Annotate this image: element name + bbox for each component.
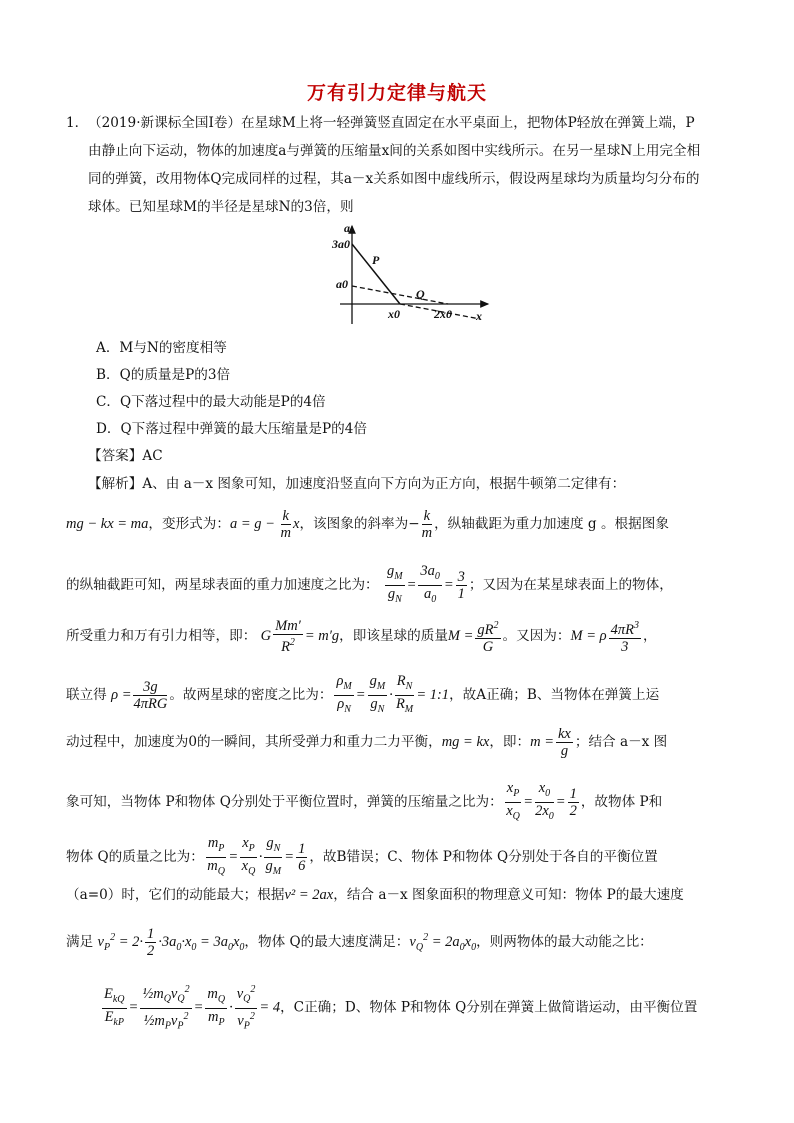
fraction-mP-mQ: $\frac{m_P}{m_Q}$ xyxy=(207,835,225,877)
option-b: B．Q的质量是P的3倍 xyxy=(96,367,231,383)
equation-newton: mg − kx = ma xyxy=(66,516,149,532)
tick-label-3a0: 3a0 xyxy=(332,237,350,251)
fraction-3a0-a0: $\frac{3a_0}{a_0}$ xyxy=(420,563,440,605)
question-line-1: （2019·新课标全国Ⅰ卷）在星球M上将一轻弹簧竖直固定在水平桌面上，把物体P轻放在弹簧上端，P xyxy=(88,115,695,131)
fraction-r-ratio: $\frac{R_N}{R_M}$ xyxy=(395,673,414,715)
tick-label-2x0: 2x0 xyxy=(434,307,452,321)
option-c: C．Q下落过程中的最大动能是P的4倍 xyxy=(96,394,326,410)
page-title: 万有引力定律与航天 xyxy=(306,82,487,104)
fraction-gN-gM: $\frac{g_N}{g_M}$ xyxy=(265,835,282,877)
a-x-graph xyxy=(330,220,500,330)
tick-label-a0: a0 xyxy=(336,277,348,291)
fraction-gM-gN: $\frac{g_M}{g_N}$ xyxy=(386,563,403,605)
analysis-line-9: （a=0）时，它们的动能最大；根据v² = 2ax，结合 a－x 图象面积的物理意义可知：物体 P的最大速度 xyxy=(66,887,684,903)
answer-line: 【答案】AC xyxy=(88,448,163,464)
analysis-line-7: 象可知，当物体 P和物体 Q分别处于平衡位置时，弹簧的压缩量之比为： $\frac{x_P}{x_Q}$ = $\frac{x_0}{2x_0}$ = $\frac{1}{2}$ ，故物体 P和 xyxy=(66,780,662,825)
fraction-ek-ratio: $\frac{E_{kQ}}{E_{kP}}$ xyxy=(104,985,125,1028)
axis-label-x: x xyxy=(476,309,482,323)
label-p: P xyxy=(372,253,380,267)
question-line-3: 同的弹簧，改用物体Q完成同样的过程，其a－x关系如图中虚线所示，假设两星球均为质量均匀分布的 xyxy=(88,171,700,187)
fraction-xP-xQ: $\frac{x_P}{x_Q}$ xyxy=(506,780,520,822)
analysis-line-6: 动过程中，加速度为0的一瞬间，其所受弹力和重力二力平衡，mg = kx，即：m = $\frac{kx}{g}$ ；结合 a－x 图 xyxy=(66,726,668,759)
fraction-k-over-m-2: $\frac{k}{m}$ xyxy=(421,508,433,541)
fraction-density: $\frac{3g}{\text{4πRG}}$ xyxy=(133,678,168,712)
fraction-1-6: $\frac{1}{6}$ xyxy=(298,840,306,874)
analysis-line-10: 满足 $v_P^2 = 2\cdot$ $\frac{1}{2}$ $\cdot 3a_0\cdot x_0 = 3a_0x_0$，物体 Q的最大速度满足：$v_Q^2 = 2a_0x_0$，则两物体的最大动能之比： xyxy=(66,926,653,959)
fraction-3-1: $\frac{3}{1}$ xyxy=(457,568,465,602)
fraction-rho: $\frac{\rho_M}{\rho_N}$ xyxy=(336,673,352,715)
fraction-volume: $\frac{4\pi R^3}{3}$ xyxy=(610,620,639,655)
analysis-line-3: 的纵轴截距可知，两星球表面的重力加速度之比为： $\frac{g_M}{g_N}$ = $\frac{3a_0}{a_0}$ = $\frac{3}{1}$ ；又因为在某星球表面上的物体， xyxy=(66,563,673,608)
analysis-line-8: 物体 Q的质量之比为： $\frac{m_P}{m_Q}$ = $\frac{x_P}{x_Q}$ · $\frac{g_N}{g_M}$ = $\frac{1}{6}$ ，故B错误；C、物体 P和物体 Q分别处于各自的平衡位置 xyxy=(66,835,658,880)
fraction-kx-g: $\frac{kx}{g}$ xyxy=(558,726,571,759)
fraction-gravitation: $\frac{Mm'}{R^2}$ xyxy=(275,618,301,655)
analysis-line-5: 联立得 ρ = $\frac{3g}{\text{4πRG}}$ 。故两星球的密度之比为： $\frac{\rho_M}{\rho_N}$ = $\frac{g_M}{g_N}$ · $\frac{R_N}{R_M}$ = 1:1，故A正确；B、当物体在弹簧上运 xyxy=(66,673,659,718)
label-q: Q xyxy=(416,287,425,301)
equation-rearranged: a = g − xyxy=(229,516,279,532)
fraction-g-ratio: $\frac{g_M}{g_N}$ xyxy=(369,673,386,715)
fraction-1-2: $\frac{1}{2}$ xyxy=(569,785,577,819)
analysis-line-2: mg − kx = ma，变形式为：a = g − $\frac{k}{m}$ x，该图象的斜率为− $\frac{k}{m}$ ，纵轴截距为重力加速度 g 。根据图象 xyxy=(66,508,669,541)
fraction-ek-expanded: $\frac{\frac{1}{2}m_Qv_Q^2}{\frac{1}{2}m_Pv_P^2}$ xyxy=(142,984,190,1032)
question-line-4: 球体。已知星球M的半径是星球N的3倍，则 xyxy=(88,199,354,215)
fraction-xP-xQ-2: $\frac{x_P}{x_Q}$ xyxy=(241,835,256,877)
analysis-line-4: 所受重力和万有引力相等，即： G $\frac{Mm'}{R^2}$ = m′g，即该星球的质量M = $\frac{gR^2}{G}$ 。又因为：M = ρ $\frac{4\pi R^3}{3}$ ， xyxy=(66,618,657,655)
analysis-line-11: $\frac{E_{kQ}}{E_{kP}}$ = $\frac{\frac{1}{2}m_Qv_Q^2}{\frac{1}{2}m_Pv_P^2}$ = $\frac{m_Q}{m_P}$ · $\frac{v_Q^2}{v_P^2}$ = 4，C正确；D、物体 P和物体 Q分别在弹簧上做简谐运动，由平衡位置 xyxy=(100,982,697,1034)
tick-label-x0: x0 xyxy=(388,307,400,321)
option-a: A．M与N的密度相等 xyxy=(96,340,227,356)
equation-kinematics: v² = 2ax xyxy=(284,887,334,903)
fraction-mQ-mP: $\frac{m_Q}{m_P}$ xyxy=(207,985,226,1028)
fraction-mass: $\frac{gR^2}{G}$ xyxy=(477,620,499,655)
fraction-half: $\frac{1}{2}$ xyxy=(146,926,155,959)
fraction-x0-2x0: $\frac{x_0}{2x_0}$ xyxy=(535,780,554,822)
axis-label-a: a xyxy=(344,221,350,235)
equation-balance: mg = kx xyxy=(441,734,490,750)
option-d: D．Q下落过程中弹簧的最大压缩量是P的4倍 xyxy=(96,421,367,437)
fraction-v-ratio: $\frac{v_Q^2}{v_P^2}$ xyxy=(236,984,256,1032)
question-number: 1． xyxy=(66,115,89,131)
line-q xyxy=(352,286,448,304)
fraction-k-over-m: $\frac{k}{m}$ xyxy=(280,508,292,541)
question-line-2: 由静止向下运动，物体的加速度a与弹簧的压缩量x间的关系如图中实线所示。在另一星球N上用完全相 xyxy=(88,143,701,159)
analysis-line-1: 【解析】A、由 a－x 图象可知，加速度沿竖直向下方向为正方向，根据牛顿第二定律有： xyxy=(88,476,626,492)
